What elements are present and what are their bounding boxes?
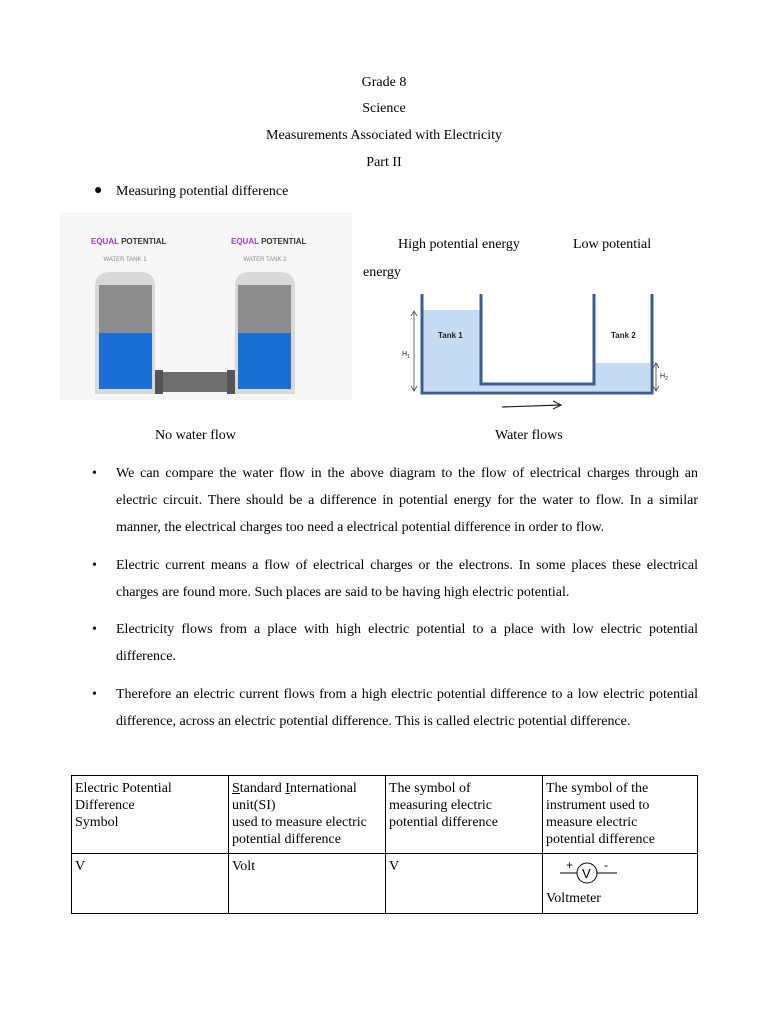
cell-measuring-symbol: V — [386, 854, 543, 914]
section-bullet: ● — [94, 183, 103, 198]
bullet-marker: • — [92, 622, 97, 637]
header-cell-measuring-symbol: The symbol of measuring electric potential difference — [386, 776, 543, 854]
svg-text:+: + — [566, 858, 574, 872]
water-flows-caption: Water flows — [495, 428, 563, 443]
tank2-water — [593, 363, 650, 391]
cell-instrument — [543, 854, 698, 914]
bullet-text: Electricity flows from a place with high electric potential to a place with low electric potential difference. — [116, 622, 698, 664]
svg-text:V: V — [582, 866, 591, 881]
bullet-paragraph-4 — [92, 681, 698, 735]
tank2-potential-label: EQUAL POTENTIAL — [231, 237, 307, 246]
connecting-pipe — [155, 370, 235, 394]
part-heading: Part II — [366, 155, 402, 170]
svg-text:-: - — [604, 858, 608, 872]
tank2-name: WATER TANK 2 — [243, 257, 287, 263]
voltmeter-label: Voltmeter — [546, 891, 601, 906]
bullet-text: We can compare the water flow in the above diagram to the flow of electrical charges through an electric circuit. There should be a difference in potential energy for the water to flow. In a similar manner, the electrical charges too need a electrical potential difference in order to flow. — [116, 466, 698, 535]
tank1-water — [422, 310, 481, 391]
bullet-paragraph-2 — [92, 552, 698, 606]
no-water-flow-caption: No water flow — [155, 428, 236, 443]
h1-label: $H_1$ — [402, 351, 410, 360]
tank1-label: Tank 1 — [438, 331, 463, 340]
bullet-text: Therefore an electric current flows from a high electric potential difference to a low electric potential difference, across an electric potential difference. This is called electric potential difference. — [116, 687, 698, 729]
bullet-marker: • — [92, 466, 97, 481]
water-tank-2 — [235, 272, 295, 394]
bullet-marker: • — [92, 558, 97, 573]
bullet-marker: • — [92, 687, 97, 702]
header-cell-symbol: Electric Potential Difference Symbol — [72, 776, 229, 854]
bullet-paragraph-1 — [92, 460, 698, 541]
tank2-label: Tank 2 — [611, 331, 636, 340]
subject-heading: Science — [362, 101, 406, 116]
header-cell-instrument-symbol: The symbol of the instrument used to measure electric potential difference — [543, 776, 698, 854]
bullet-paragraph-3 — [92, 616, 698, 670]
cell-si-unit: Volt — [229, 854, 386, 914]
voltmeter-icon — [546, 858, 626, 886]
tank1-name: WATER TANK 1 — [103, 257, 147, 263]
grade-heading: Grade 8 — [361, 75, 407, 90]
water-tank-1 — [95, 272, 155, 394]
potential-difference-table — [71, 775, 698, 914]
page-title: Measurements Associated with Electricity — [266, 128, 502, 143]
bullet-text: Electric current means a flow of electrical charges or the electrons. In some places these electrical charges are found more. Such places are said to be having high electric potential. — [116, 558, 698, 600]
water-flow-diagram — [398, 290, 666, 412]
cell-symbol: V — [72, 854, 229, 914]
equal-potential-diagram — [60, 212, 352, 400]
low-potential-label: Low potential — [573, 237, 652, 252]
low-potential-label-wrap: energy — [363, 265, 401, 280]
header-cell-si-unit: Standard International unit(SI) used to measure electric potential difference — [229, 776, 386, 854]
section-heading: Measuring potential difference — [116, 184, 289, 199]
table-header-row — [72, 776, 698, 854]
h2-label: $H_2$ — [660, 373, 668, 382]
table-row — [72, 854, 698, 914]
container-divider — [481, 294, 594, 384]
flow-arrow — [502, 405, 560, 407]
high-potential-label: High potential energy — [398, 237, 520, 252]
tank1-potential-label: EQUAL POTENTIAL — [91, 237, 167, 246]
